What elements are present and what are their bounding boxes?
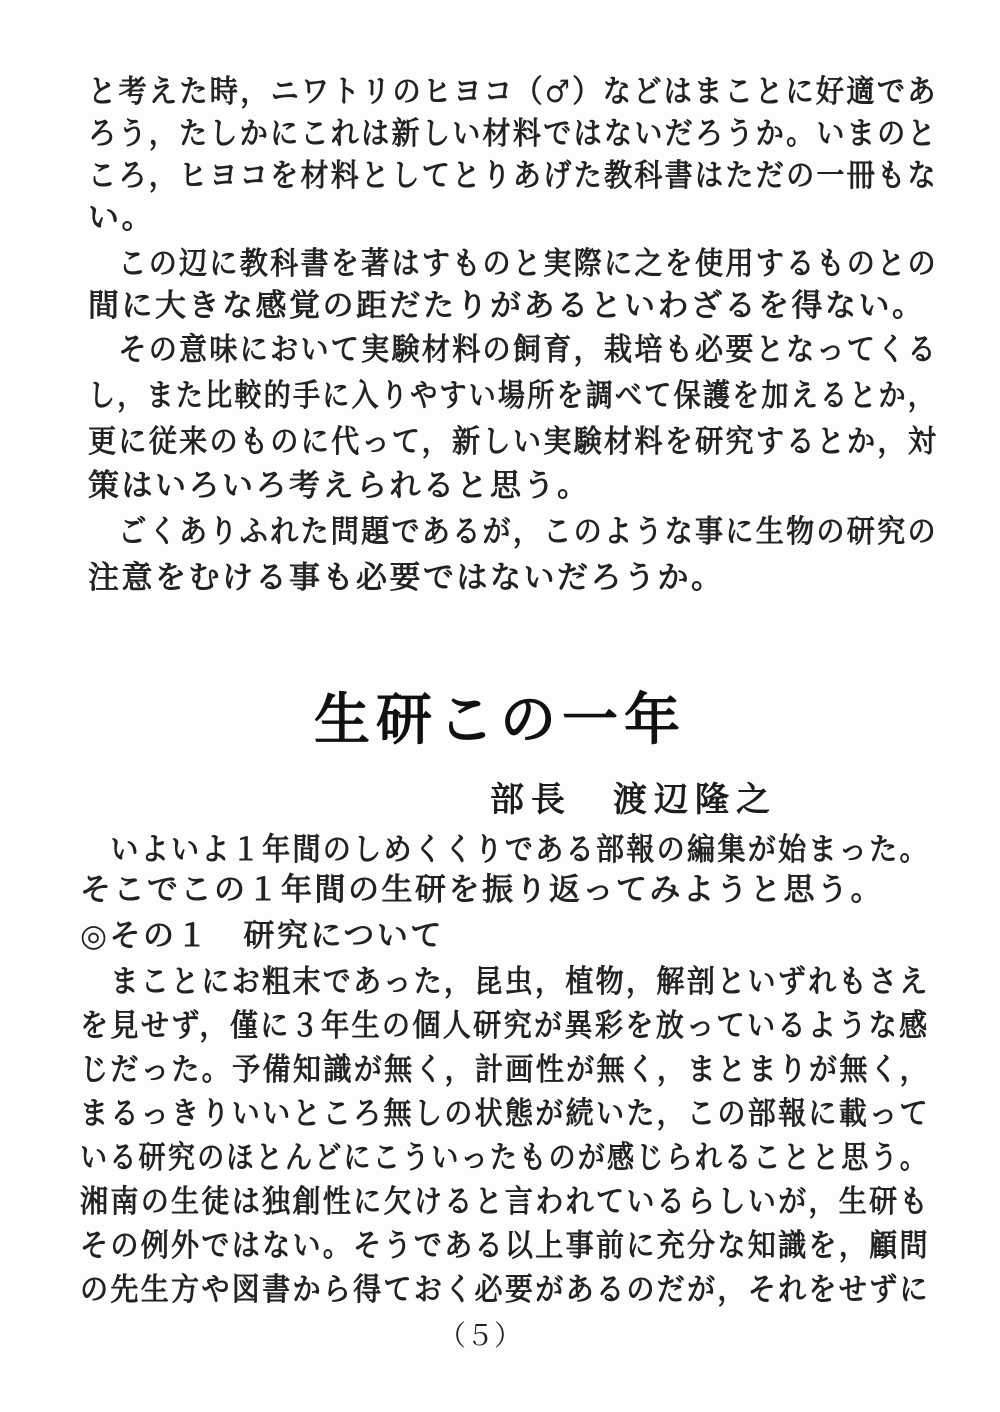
text-line: まるっきりいいところ無しの状態が続いた，この部報に載って xyxy=(80,1096,930,1132)
text-line: ころ，ヒヨコを材料としてとりあげた教科書はただの一冊もな xyxy=(88,158,938,194)
text-line: この辺に教科書を著はすものと実際に之を使用するものとの xyxy=(88,246,938,282)
text-line: まことにお粗末であった，昆虫，植物，解剖といずれもさえ xyxy=(80,964,930,1000)
text-line: いる研究のほとんどにこういったものが感じられることと思う。 xyxy=(80,1140,930,1176)
text-line: その意味において実験材料の飼育，栽培も必要となってくる xyxy=(88,332,938,368)
text-line: 更に従来のものに代って，新しい実験材料を研究するとか，対 xyxy=(88,424,939,460)
text-line: じだった。予備知識が無く，計画性が無く，まとまりが無く， xyxy=(80,1052,931,1088)
text-line: と考えた時，ニワトリのヒヨコ（♂）などはまことに好適であ xyxy=(88,74,938,110)
text-line: その例外ではない。そうである以上事前に充分な知識を，顧問 xyxy=(80,1228,930,1264)
text-line: 注意をむける事も必要ではないだろうか。 xyxy=(88,560,725,596)
section-heading: ◎その１ 研究について xyxy=(80,918,444,954)
text-line: の先生方や図書から得ておく必要があるのだが，それをせずに xyxy=(80,1272,930,1308)
text-line: し，また比較的手に入りやすい場所を調べて保護を加えるとか， xyxy=(88,378,938,414)
text-line: 間に大きな感覚の距だたりがあるといわざるを得ない。 xyxy=(88,288,926,324)
article-author: 部長 渡辺隆之 xyxy=(490,780,777,820)
text-line: い。 xyxy=(88,200,155,236)
article-title: 生研この一年 xyxy=(314,687,686,753)
page-number: （５） xyxy=(437,1319,522,1352)
text-line: を見せず，僅に３年生の個人研究が異彩を放っているような感 xyxy=(80,1008,930,1044)
text-line: 策はいろいろ考えられると思う。 xyxy=(88,468,591,504)
text-line: ろう，たしかにこれは新しい材料ではないだろうか。いまのと xyxy=(88,116,938,152)
text-line: そこでこの１年間の生研を振り返ってみようと思う。 xyxy=(80,872,884,908)
text-line: 湘南の生徒は独創性に欠けると言われているらしいが，生研も xyxy=(80,1184,930,1220)
text-line: いよいよ１年間のしめくくりである部報の編集が始まった。 xyxy=(80,832,930,868)
text-line: ごくありふれた問題であるが，このような事に生物の研究の xyxy=(88,514,938,550)
